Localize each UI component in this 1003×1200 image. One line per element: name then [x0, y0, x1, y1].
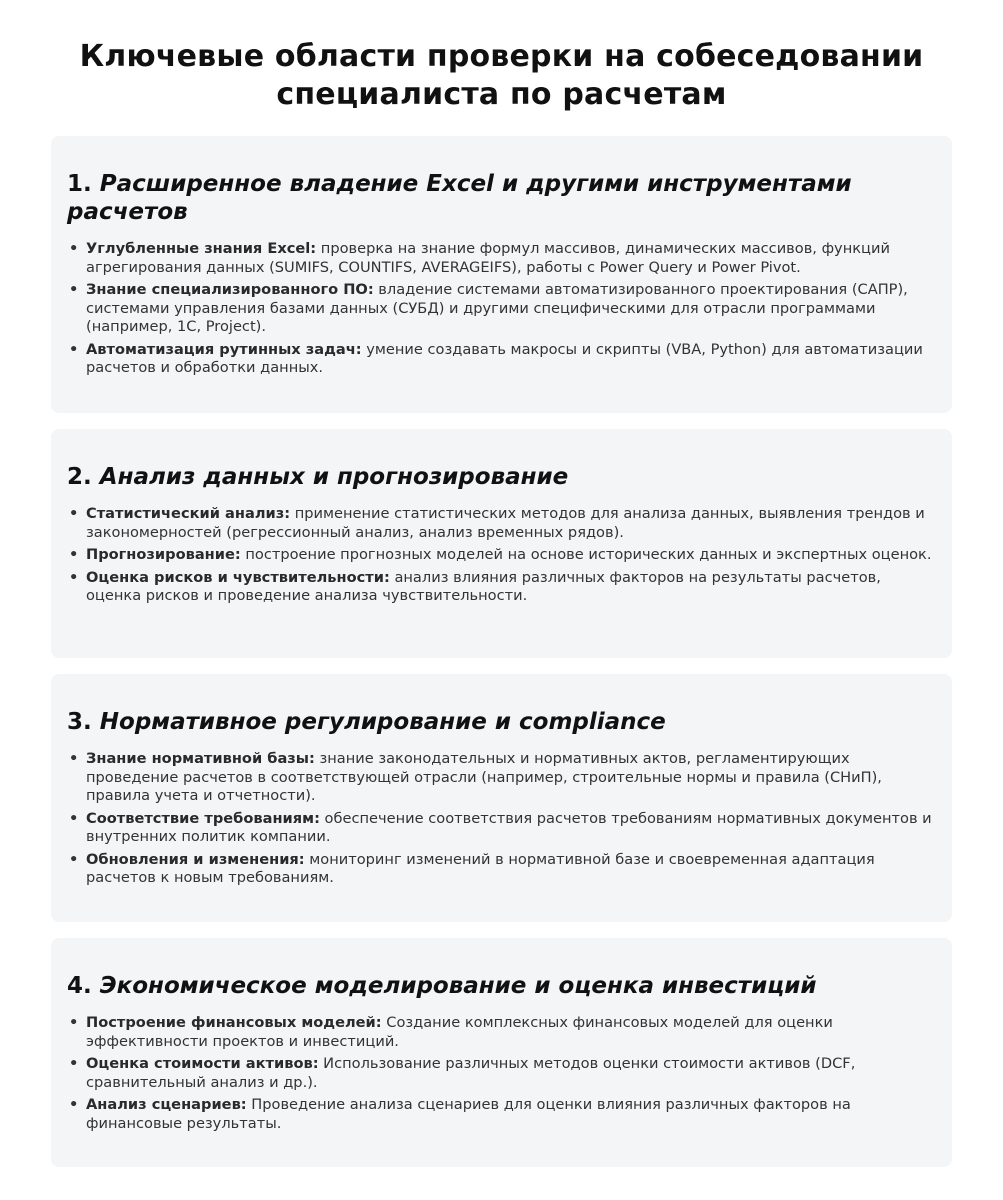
bullet-icon: • [69, 240, 79, 257]
item-label: Прогнозирование: [86, 546, 241, 563]
item-label: Автоматизация рутинных задач: [86, 340, 362, 358]
list-item [67, 505, 936, 542]
list-item [67, 810, 936, 847]
page-title: Ключевые области проверки на собеседовании специалиста по расчетам [79, 39, 924, 112]
bullet-icon: • [69, 568, 79, 586]
item-text: проверка на знание формул массивов, динамических массивов, функций агрегирования данных (SUMIFS, COUNTIFS, AVERAGEIFS), работы с Power Query и Power Pivot. [86, 240, 890, 276]
list-item [67, 1096, 936, 1133]
bullet-icon: • [69, 546, 79, 563]
item-text: применение статистических методов для анализа данных, выявления трендов и закономерностей (регрессионный анализ, анализ временных рядов). [86, 505, 925, 541]
item-label: Статистический анализ: [86, 505, 291, 522]
item-text: знание законодательных и нормативных актов, регламентирующих проведение расчетов в соответствующей отрасли (например, строительные нормы и правила (СНиП), правила учета и отчетности). [86, 750, 882, 804]
list-item [67, 341, 936, 378]
list-item [67, 750, 936, 806]
item-label: Построение финансовых моделей: [86, 1014, 382, 1031]
bullet-icon: • [69, 1096, 79, 1113]
item-label: Соответствие требованиям: [86, 809, 320, 827]
section-number: 3. [67, 709, 92, 735]
bullet-icon: • [69, 340, 79, 358]
bullet-icon: • [69, 750, 79, 767]
item-label: Углубленные знания Excel: [86, 240, 317, 257]
item-text: владение системами автоматизированного проектирования (САПР), системами управления базами данных (СУБД) и другими специфическими для отрасли программами (например, 1С, Project). [86, 281, 908, 335]
list-item [67, 1014, 936, 1051]
section-card-economic-modeling [51, 938, 952, 1167]
list-item [67, 851, 936, 888]
bullet-list [67, 505, 936, 606]
item-text: умение создавать макросы и скрипты (VBA, Python) для автоматизации расчетов и обработки данных. [86, 340, 923, 376]
list-item [67, 569, 936, 606]
item-label: Обновления и изменения: [86, 850, 305, 868]
sections-container [51, 136, 952, 1183]
item-label: Знание нормативной базы: [86, 750, 315, 767]
list-item [67, 1055, 936, 1092]
bullet-icon: • [69, 809, 79, 827]
bullet-icon: • [69, 281, 79, 298]
section-title [67, 708, 936, 736]
item-label: Анализ сценариев: [86, 1096, 247, 1113]
bullet-icon: • [69, 850, 79, 868]
bullet-icon: • [69, 1014, 79, 1031]
section-card-regulation [51, 674, 952, 922]
item-text: анализ влияния различных факторов на результаты расчетов, оценка рисков и проведение анализа чувствительности. [86, 568, 881, 604]
item-text: Использование различных методов оценки стоимости активов (DCF, сравнительный анализ и др.). [86, 1055, 856, 1091]
section-title-text: Расширенное владение Excel и другими инструментами расчетов [67, 171, 852, 225]
section-title [67, 463, 936, 491]
item-label: Знание специализированного ПО: [86, 281, 374, 298]
item-label: Оценка рисков и чувствительности: [86, 568, 390, 586]
section-number: 2. [67, 464, 92, 490]
bullet-icon: • [69, 505, 79, 522]
item-text: Проведение анализа сценариев для оценки влияния различных факторов на финансовые результаты. [86, 1096, 851, 1132]
bullet-list [67, 750, 936, 888]
item-text: построение прогнозных моделей на основе исторических данных и экспертных оценок. [240, 546, 932, 563]
bullet-list [67, 240, 936, 378]
section-number: 1. [67, 171, 92, 197]
item-text: Создание комплексных финансовых моделей для оценки эффективности проектов и инвестиций. [86, 1014, 833, 1050]
section-card-excel-tools [51, 136, 952, 413]
list-item [67, 546, 936, 565]
item-text: обеспечение соответствия расчетов требованиям нормативных документов и внутренних политик компании. [86, 809, 932, 845]
list-item [67, 240, 936, 277]
section-card-data-analysis [51, 429, 952, 658]
bullet-icon: • [69, 1055, 79, 1072]
section-title-text: Экономическое моделирование и оценка инвестиций [99, 973, 817, 999]
section-title [67, 972, 936, 1000]
item-label: Оценка стоимости активов: [86, 1055, 319, 1072]
list-item [67, 281, 936, 337]
section-title-text: Нормативное регулирование и compliance [99, 709, 666, 735]
section-number: 4. [67, 973, 92, 999]
item-text: мониторинг изменений в нормативной базе и своевременная адаптация расчетов к новым требованиям. [86, 850, 875, 886]
bullet-list [67, 1014, 936, 1133]
section-title [67, 170, 936, 226]
section-title-text: Анализ данных и прогнозирование [99, 464, 569, 490]
